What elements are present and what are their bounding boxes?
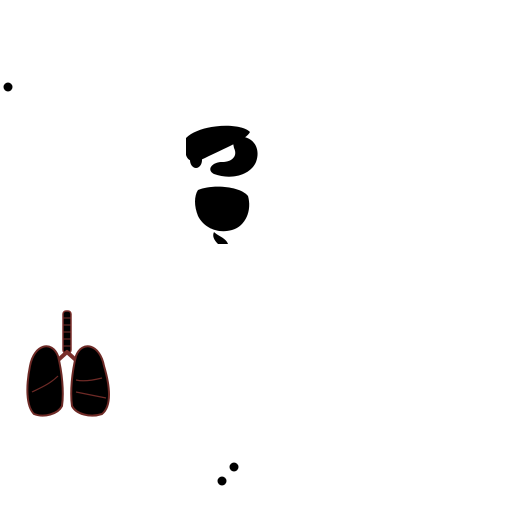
- spine-ring: [326, 294, 450, 418]
- leader-dot-spine: [230, 463, 239, 472]
- leader-dot-lungs: [218, 477, 227, 486]
- leader-dot-digestive: [4, 83, 13, 92]
- digestive-callout: [158, 119, 282, 244]
- lungs-callout: [5, 309, 129, 433]
- leader-line-digestive: [8, 87, 160, 165]
- leader-line-spine: [234, 391, 336, 467]
- spine-callout: [326, 294, 450, 418]
- leader-line-lungs: [112, 410, 222, 481]
